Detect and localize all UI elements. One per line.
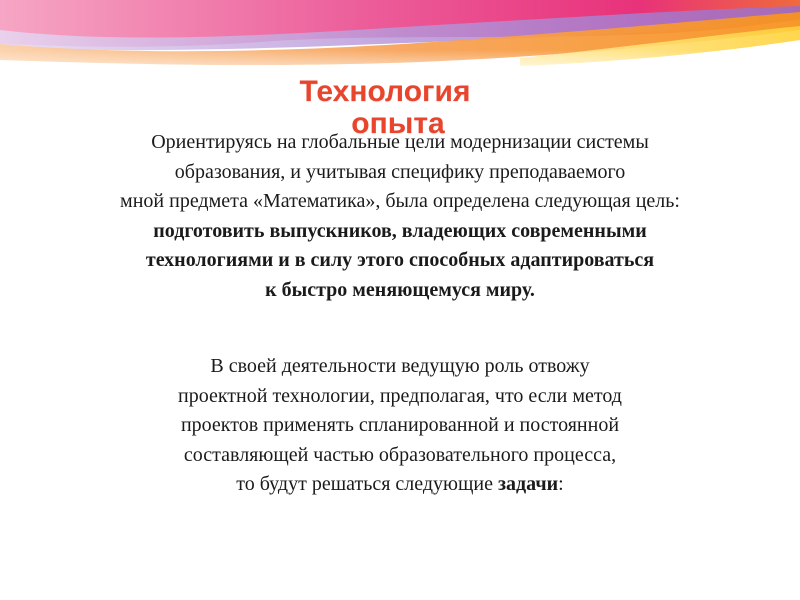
title-line-1: Технология <box>299 75 471 108</box>
goal-line-2: образования, и учитывая специфику преподаваемого <box>174 160 626 183</box>
method-line-1: В своей деятельности ведущую роль отвожу <box>210 355 590 377</box>
method-line-5 <box>10 470 790 500</box>
goal-line-4: подготовить выпускников, владеющих современными <box>153 219 647 242</box>
method-paragraph <box>10 352 790 500</box>
tasks-word: задачи <box>497 473 559 495</box>
goal-paragraph <box>10 128 790 305</box>
goal-line-1: Ориентируясь на глобальные цели модернизации системы <box>151 131 649 153</box>
slide-title <box>0 76 770 140</box>
title-line-2: опыта <box>351 107 445 140</box>
method-line-5-start: то будут решаться следующие <box>236 473 498 495</box>
method-line-5-end: : <box>558 473 564 495</box>
method-line-3: проектов применять спланированной и постоянной <box>180 414 620 436</box>
goal-line-3: мной предмета «Математика», была определена следующая цель: <box>120 190 680 212</box>
goal-line-5: технологиями и в силу этого способных адаптироваться <box>145 249 655 271</box>
goal-line-6: к быстро меняющемуся миру. <box>265 278 535 301</box>
decorative-banner <box>0 0 800 80</box>
method-line-4: составляющей частью образовательного процесса, <box>183 443 617 466</box>
method-line-2: проектной технологии, предполагая, что если метод <box>178 384 622 407</box>
